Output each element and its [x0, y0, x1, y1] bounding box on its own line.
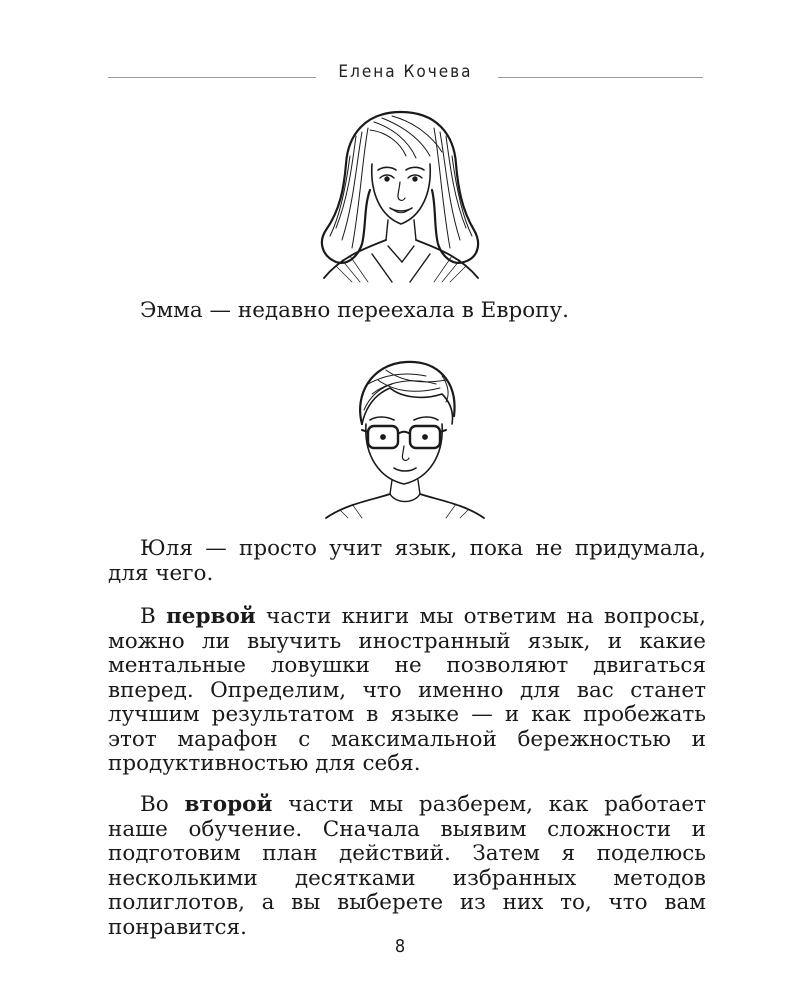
portrait-emma-illustration: [296, 106, 506, 286]
paragraph-first-part: [108, 605, 706, 777]
paragraph-first-rest: части книги мы ответим на вопросы, можно ли выучить иностранный язык, и какие ментальные ловушки не позволяют двигаться вперед. Определим, что именно для вас станет лучшим результатом в языке — и как пробежать этот марафон с максимальной бережностью и продуктивностью для себя.: [108, 604, 706, 776]
paragraph-first-prefix: В: [140, 604, 167, 629]
caption-yulia: Юля — просто учит язык, пока не придумала, для чего.: [108, 536, 706, 586]
running-header: [108, 62, 703, 88]
page-number: 8: [394, 936, 406, 957]
portrait-yulia-illustration: [306, 354, 502, 520]
paragraph-first-bold: первой: [166, 604, 256, 629]
paragraph-second-bold: второй: [184, 792, 273, 817]
paragraph-second-prefix: Во: [140, 792, 185, 817]
header-author: Елена Кочева: [338, 62, 473, 82]
caption-emma: Эмма — недавно переехала в Европу.: [140, 298, 569, 323]
paragraph-second-part: [108, 793, 706, 940]
paragraph-second-rest: части мы разберем, как работает наше обучение. Сначала выявим сложности и подготовим план действий. Затем я поделюсь несколькими десятками избранных методов полиглотов, а вы выберете из них то, что вам понравится.: [108, 792, 706, 940]
header-rule-right: [498, 77, 703, 78]
